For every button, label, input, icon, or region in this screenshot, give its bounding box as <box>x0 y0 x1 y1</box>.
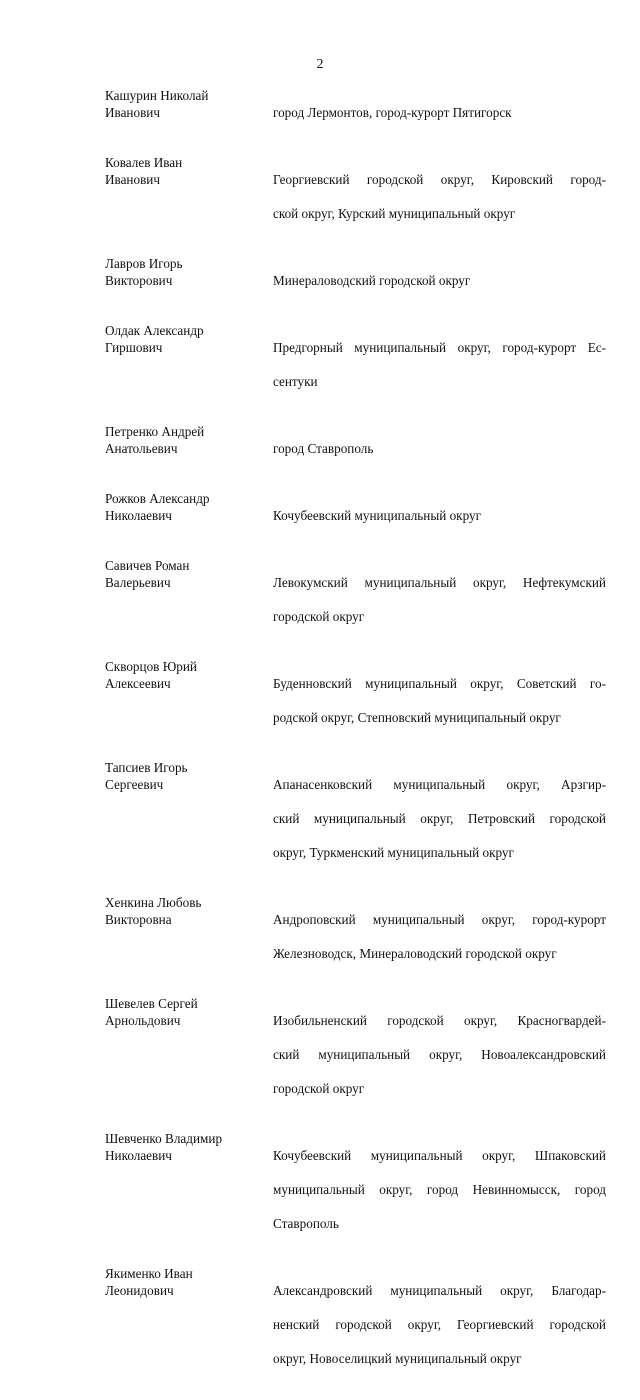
list-item <box>105 894 606 979</box>
district-list <box>273 894 606 979</box>
person-name: Рожков Александр Николаевич <box>105 491 210 523</box>
person-name: Якименко Иван Леонидович <box>105 1266 193 1298</box>
district-list <box>273 759 606 878</box>
district-line: ский муниципальный округ, Петровский городской <box>273 811 606 826</box>
district-line: город Ставрополь <box>273 441 374 456</box>
district-list <box>273 154 606 239</box>
district-list <box>273 557 606 642</box>
district-line: городской округ <box>273 1081 365 1096</box>
person-name: Кашурин Николай Иванович <box>105 88 209 120</box>
district-line: Кочубеевский муниципальный округ, Шпаковский <box>273 1148 606 1163</box>
district-line: округ, Туркменский муниципальный округ <box>273 845 514 860</box>
list-item <box>105 1130 606 1249</box>
district-line: Минераловодский городской округ <box>273 273 471 288</box>
page-number: 2 <box>316 57 324 72</box>
district-list <box>273 995 606 1114</box>
person-name: Скворцов Юрий Алексеевич <box>105 659 197 691</box>
district-list <box>273 322 606 407</box>
list-item <box>105 658 606 743</box>
list-item <box>105 995 606 1114</box>
district-line: Ставрополь <box>273 1216 339 1231</box>
person-name: Ковалев Иван Иванович <box>105 155 183 187</box>
district-list <box>273 658 606 743</box>
list-item <box>105 154 606 239</box>
district-line: ской округ, Курский муниципальный округ <box>273 206 516 221</box>
district-line: Апанасенковский муниципальный округ, Арзгир- <box>273 777 606 792</box>
person-name: Савичев Роман Валерьевич <box>105 558 190 590</box>
district-list <box>273 1265 606 1384</box>
district-line: муниципальный округ, город Невинномысск, город <box>273 1182 606 1197</box>
district-line: город Лермонтов, город-курорт Пятигорск <box>273 105 512 120</box>
list-item <box>105 759 606 878</box>
list-item <box>105 490 606 541</box>
district-line: Железноводск, Минераловодский городской округ <box>273 946 557 961</box>
list-item <box>105 1265 606 1384</box>
district-list <box>273 255 606 306</box>
person-name: Петренко Андрей Анатольевич <box>105 424 205 456</box>
list-item <box>105 322 606 407</box>
district-line: ненский городской округ, Георгиевский городской <box>273 1317 606 1332</box>
district-line: Кочубеевский муниципальный округ <box>273 508 481 523</box>
list-item <box>105 87 606 138</box>
district-list <box>273 490 606 541</box>
district-line: Изобильненский городской округ, Красногвардей- <box>273 1013 606 1028</box>
district-line: городской округ <box>273 609 365 624</box>
district-line: Андроповский муниципальный округ, город-курорт <box>273 912 606 927</box>
district-line: сентуки <box>273 374 318 389</box>
district-line: Александровский муниципальный округ, Благодар- <box>273 1283 606 1298</box>
district-line: родской округ, Степновский муниципальный округ <box>273 710 561 725</box>
district-line: округ, Новоселицкий муниципальный округ <box>273 1351 522 1366</box>
list-item <box>105 255 606 306</box>
person-name: Тапсиев Игорь Сергеевич <box>105 760 188 792</box>
district-list <box>273 423 606 474</box>
district-line: Левокумский муниципальный округ, Нефтекумский <box>273 575 606 590</box>
district-line: Георгиевский городской округ, Кировский город- <box>273 172 606 187</box>
person-name: Олдак Александр Гиршович <box>105 323 204 355</box>
list-item <box>105 423 606 474</box>
district-line: Буденновский муниципальный округ, Советский го- <box>273 676 606 691</box>
district-list <box>273 1130 606 1249</box>
assignment-list <box>105 87 606 1400</box>
list-item <box>105 557 606 642</box>
district-line: ский муниципальный округ, Новоалександровский <box>273 1047 606 1062</box>
person-name: Лавров Игорь Викторович <box>105 256 183 288</box>
district-line: Предгорный муниципальный округ, город-курорт Ес- <box>273 340 606 355</box>
person-name: Шевелев Сергей Арнольдович <box>105 996 198 1028</box>
district-list <box>273 87 606 138</box>
person-name: Шевченко Владимир Николаевич <box>105 1131 223 1163</box>
person-name: Хенкина Любовь Викторовна <box>105 895 202 927</box>
